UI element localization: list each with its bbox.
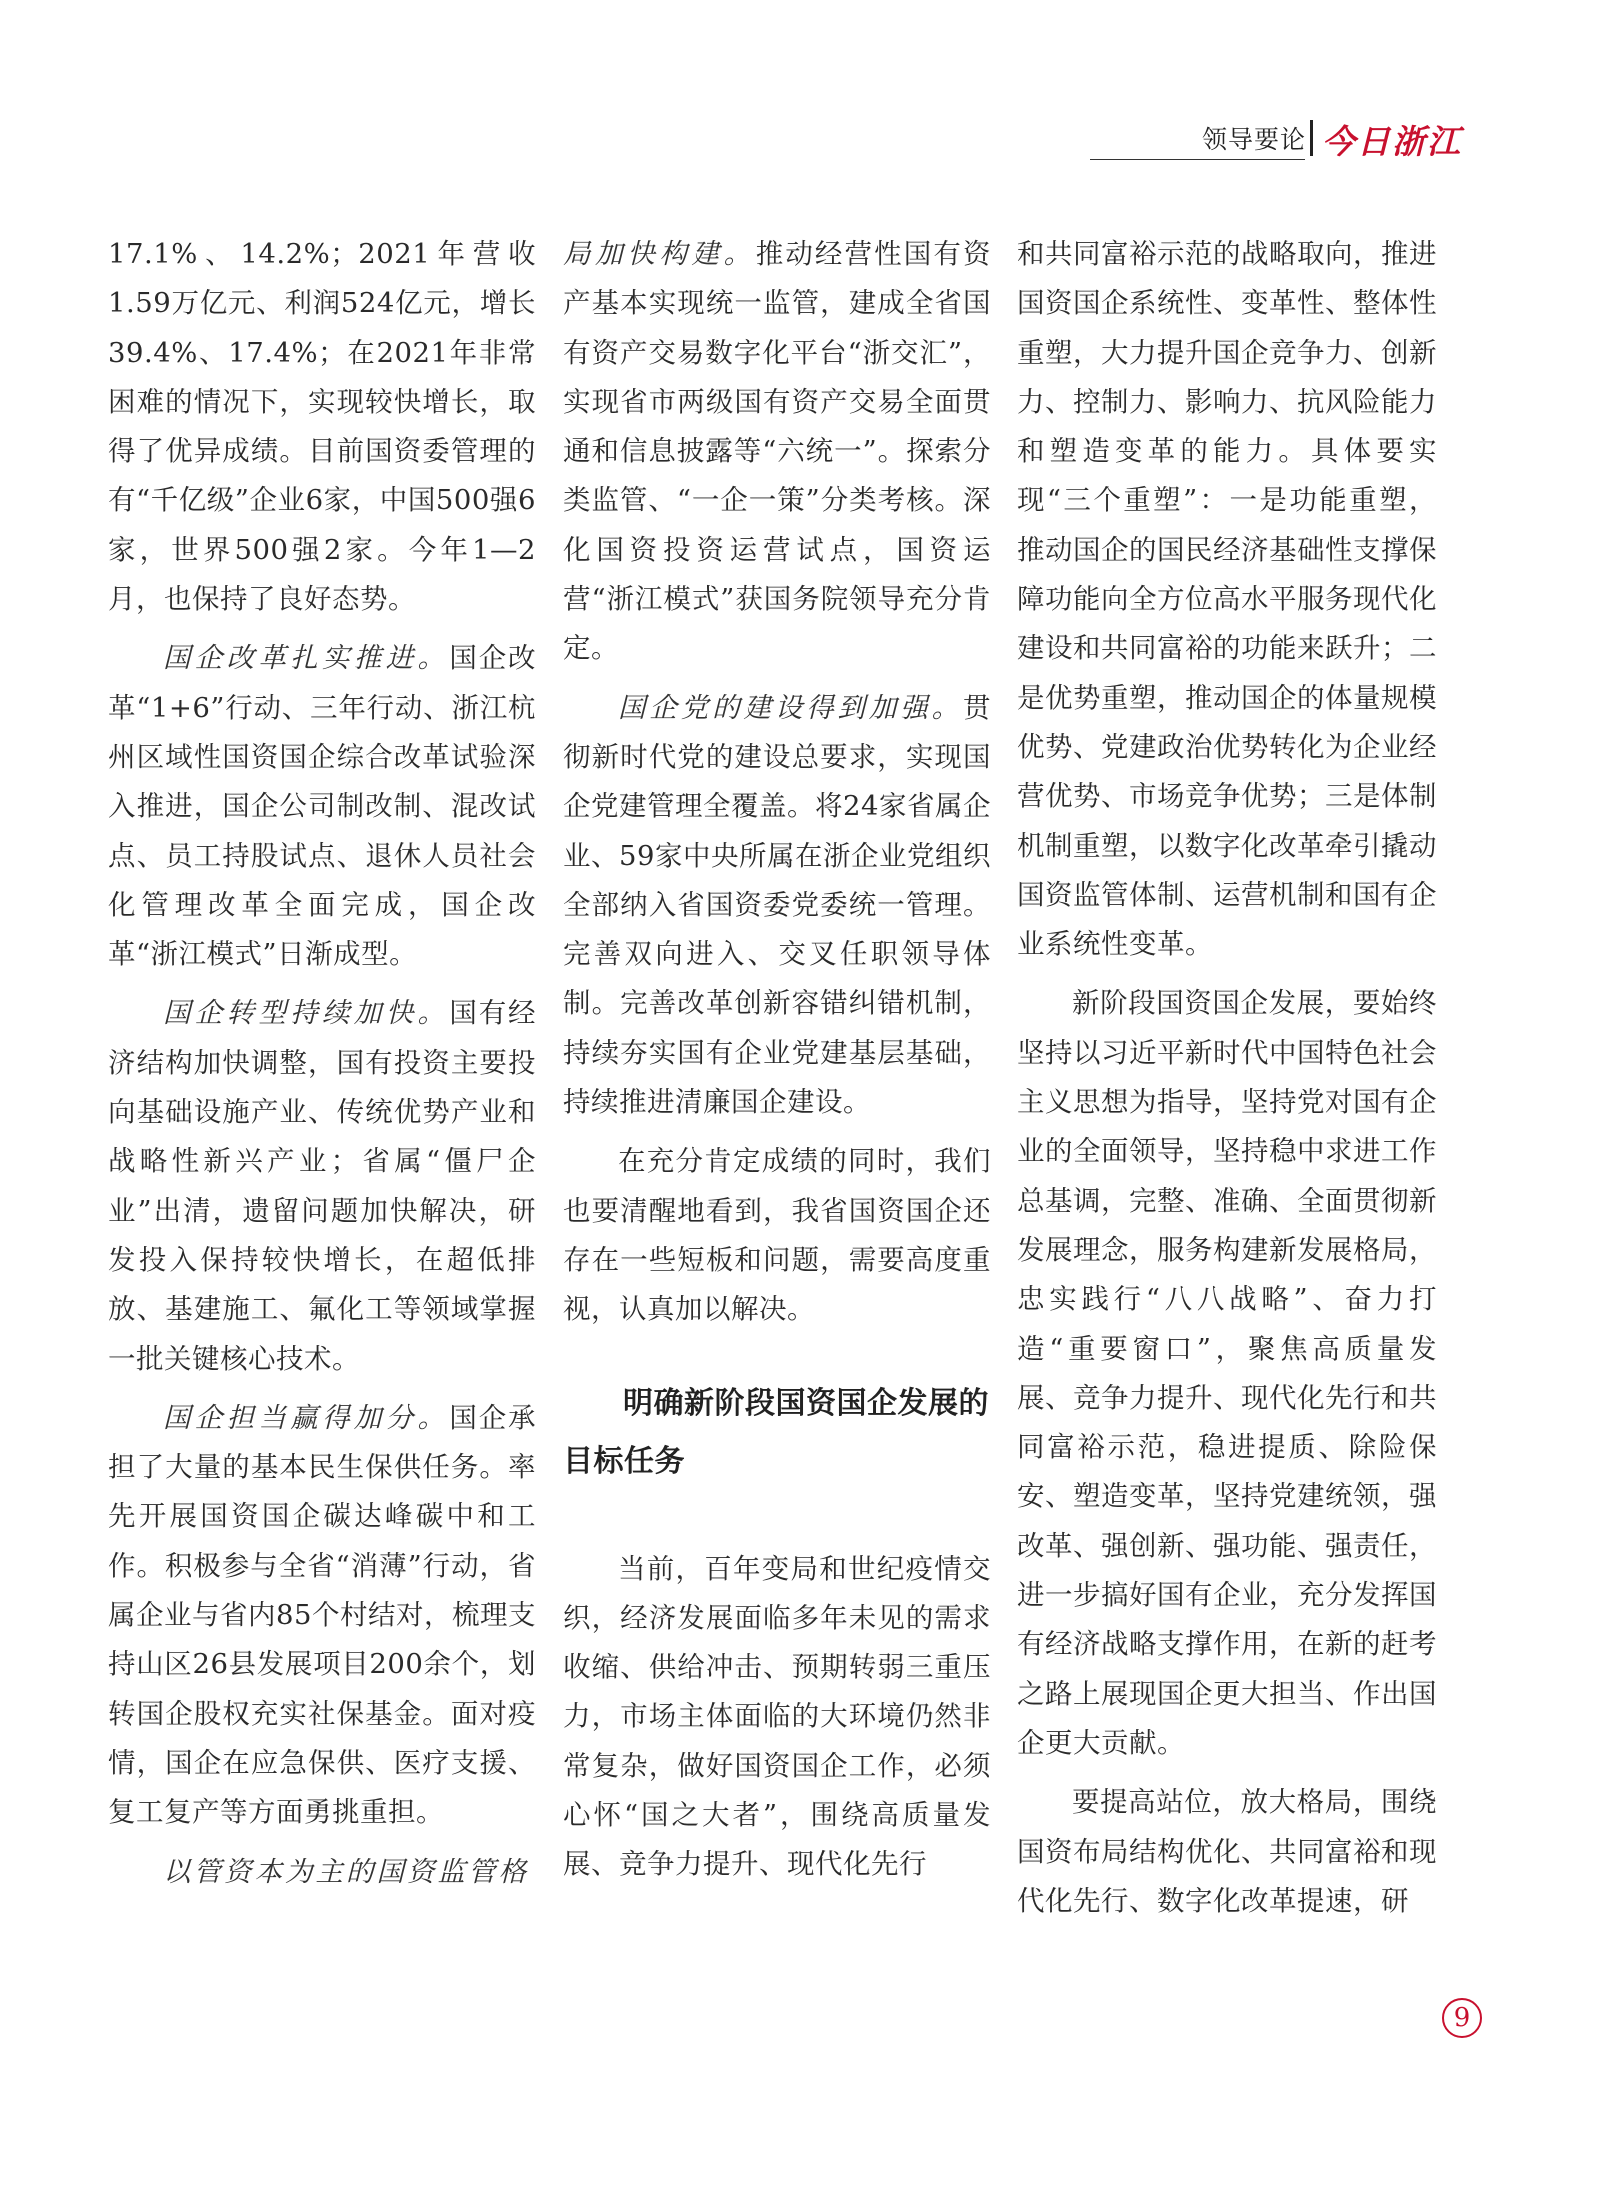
paragraph-lead: 国企担当赢得加分。 [163, 1401, 450, 1434]
magazine-logo: 今日浙江 [1322, 122, 1462, 161]
column-1 [108, 230, 536, 1897]
section-heading: 明确新阶段国资国企发展的目标任务 [563, 1385, 989, 1479]
paragraph [108, 1394, 536, 1838]
paragraph [108, 989, 536, 1383]
paragraph-lead: 局加快构建。 [563, 238, 756, 270]
paragraph: 当前，百年变局和世纪疫情交织，经济发展面临多年未见的需求收缩、供给冲击、预期转弱三重压力，市场主体面临的大环境仍然非常复杂，做好国资国企工作，必须心怀“国之大者”，围绕高质量发展、竞争力提升、现代化先行 [563, 1552, 991, 1881]
paragraph-lead: 国企转型持续加快。 [163, 997, 450, 1030]
paragraph-body: 推动经营性国有资产基本实现统一监管，建成全省国有资产交易数字化平台“浙交汇”，实现省市两级国有资产交易全面贯通和信息披露等“六统一”。探索分类监管、“一企一策”分类考核。深化国资投资运营试点，国资运营“浙江模式”获国务院领导充分肯定。 [563, 238, 992, 665]
page-number: 9 [1442, 1998, 1482, 2038]
paragraph-lead: 国企改革扎实推进。 [163, 642, 450, 675]
paragraph-body: 国企承担了大量的基本民生保供任务。率先开展国资国企碳达峰碳中和工作。积极参与全省“消薄”行动，省属企业与省内85个村结对，梳理支持山区26县发展项目200余个，划转国企股权充实社保基金。面对疫情，国企在应急保供、医疗支援、复工复产等方面勇挑重担。 [108, 1401, 537, 1829]
paragraph-lead: 以管资本为主的国资监管格 [163, 1855, 529, 1888]
paragraph-lead: 国企党的建设得到加强。 [618, 691, 963, 724]
paragraph: 新阶段国资国企发展，要始终坚持以习近平新时代中国特色社会主义思想为指导，坚持党对国有企业的全面领导，坚持稳中求进工作总基调，完整、准确、全面贯彻新发展理念，服务构建新发展格局，忠实践行“八八战略”、奋力打造“重要窗口”，聚焦高质量发展、竞争力提升、现代化先行和共同富裕示范，稳进提质、除险保安、塑造变革，坚持党建统领，强改革、强创新、强功能、强责任，进一步搞好国有企业，充分发挥国有经济战略支撑作用，在新的赶考之路上展现国企更大担当、作出国企更大贡献。 [1017, 987, 1437, 1759]
column-3 [1017, 230, 1437, 1926]
paragraph [108, 1848, 536, 1897]
paragraph [563, 684, 991, 1128]
section-title: 领导要论 [1202, 125, 1307, 154]
paragraph-body: 国有经济结构加快调整，国有投资主要投向基础设施产业、传统优势产业和战略性新兴产业；省属“僵尸企业”出清，遗留问题加快解决，研发投入保持较快增长，在超低排放、基建施工、氟化工等领域掌握一批关键核心技术。 [108, 997, 537, 1375]
paragraph: 17.1%、14.2%；2021年营收1.59万亿元、利润524亿元，增长39.4%、17.4%；在2021年非常困难的情况下，实现较快增长，取得了优异成绩。目前国资委管理的有“千亿级”企业6家，中国500强6家，世界500强2家。今年1—2月，也保持了良好态势。 [108, 238, 536, 616]
paragraph: 要提高站位，放大格局，围绕国资布局结构优化、共同富裕和现代化先行、数字化改革提速，研 [1017, 1786, 1437, 1917]
page-header [1090, 118, 1475, 162]
paragraph-body: 国企改革“1+6”行动、三年行动、浙江杭州区域性国资国企综合改革试验深入推进，国企公司制改制、混改试点、员工持股试点、退休人员社会化管理改革全面完成，国企改革“浙江模式”日渐成型。 [108, 642, 537, 971]
paragraph: 在充分肯定成绩的同时，我们也要清醒地看到，我省国资国企还存在一些短板和问题，需要高度重视，认真加以解决。 [563, 1145, 991, 1326]
header-rule [1090, 159, 1305, 160]
header-divider [1310, 120, 1313, 156]
paragraph-body: 贯彻新时代党的建设总要求，实现国企党建管理全覆盖。将24家省属企业、59家中央所属在浙企业党组织全部纳入省国资委党委统一管理。完善双向进入、交叉任职领导体制。完善改革创新容错纠错机制，持续夯实国有企业党建基层基础，持续推进清廉国企建设。 [563, 691, 991, 1119]
column-2 [563, 230, 991, 1890]
paragraph: 和共同富裕示范的战略取向，推进国资国企系统性、变革性、整体性重塑，大力提升国企竞争力、创新力、控制力、影响力、抗风险能力和塑造变革的能力。具体要实现“三个重塑”：一是功能重塑，推动国企的国民经济基础性支撑保障功能向全方位高水平服务现代化建设和共同富裕的功能来跃升；二是优势重塑，推动国企的体量规模优势、党建政治优势转化为企业经营优势、市场竞争优势；三是体制机制重塑，以数字化改革牵引撬动国资监管体制、运营机制和国有企业系统性变革。 [1017, 238, 1437, 961]
paragraph [108, 634, 536, 979]
paragraph [563, 230, 991, 674]
